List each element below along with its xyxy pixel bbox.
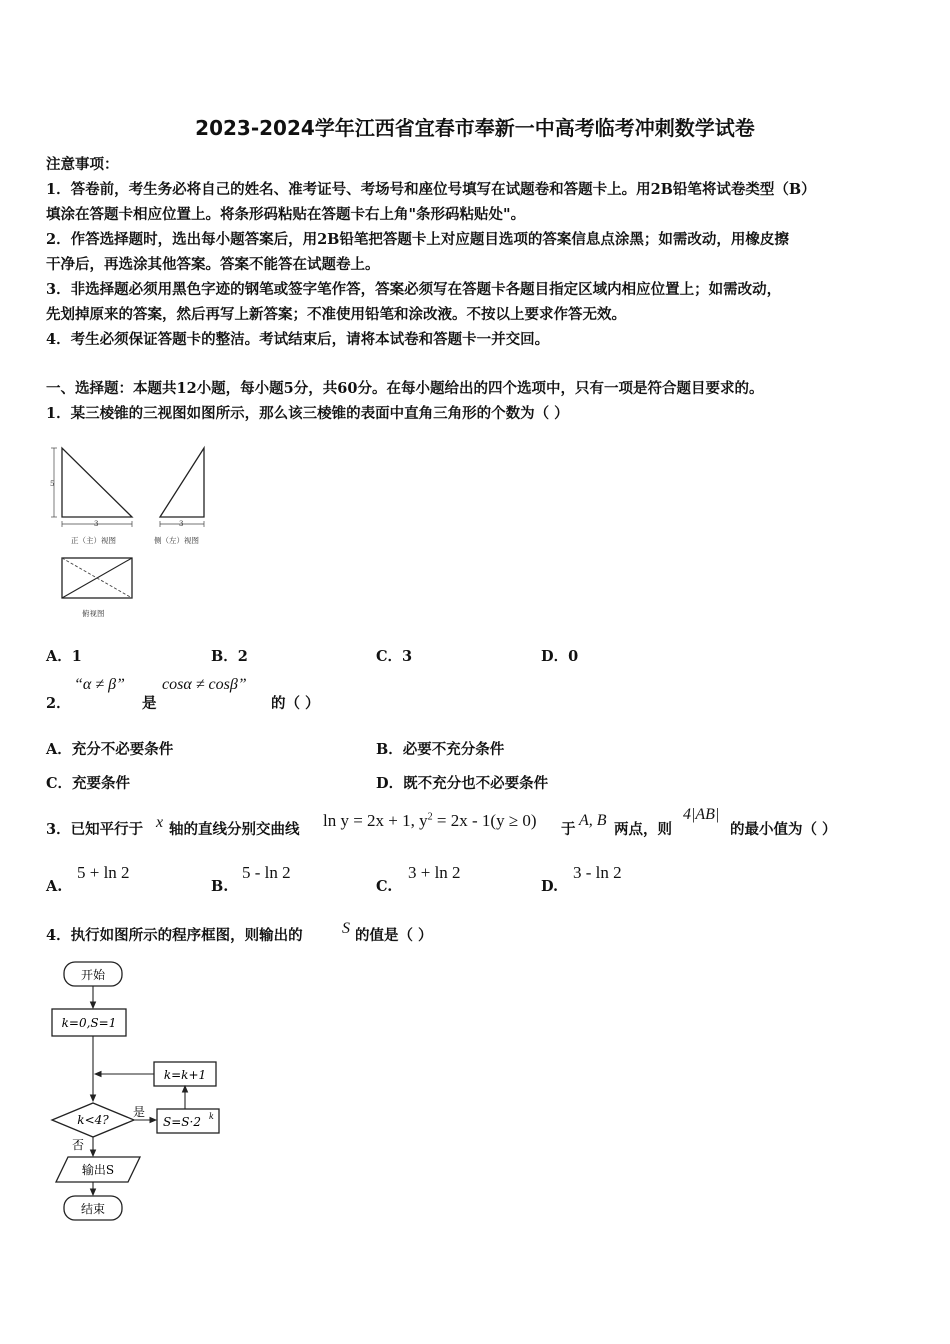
page-title: 2023-2024学年江西省宜春市奉新一中高考临考冲刺数学试卷 [195, 116, 755, 140]
flow-decision-label: k<4? [77, 1113, 109, 1127]
q1-option-d: D．0 [541, 648, 579, 665]
q3-text-3: 于 [561, 821, 576, 838]
flow-yes-label: 是 [133, 1105, 146, 1119]
flow-no-label: 否 [72, 1138, 85, 1152]
q3-option-c-value: 3 + ln 2 [408, 863, 461, 882]
q2-connector: 是 [142, 695, 157, 712]
flow-increment-label: k=k+1 [163, 1068, 207, 1082]
section-heading: 一、选择题：本题共12小题，每小题5分，共60分。在每小题给出的四个选项中，只有一项是符合题目要求的。 [46, 380, 764, 397]
q3-text-1: 3．已知平行于 [46, 821, 144, 838]
dim-front-base-label: 3 [94, 520, 99, 528]
flowchart [44, 955, 234, 1227]
q3-option-b-value: 5 - ln 2 [242, 863, 291, 882]
front-view-caption: 正（主）视图 [71, 536, 116, 545]
q3-option-b-letter: B. [211, 878, 229, 895]
three-view-figure [44, 440, 224, 625]
notes-heading: 注意事项： [46, 156, 119, 173]
q2-condition-1: “α ≠ β” [74, 676, 125, 693]
q4-text-1: 4．执行如图所示的程序框图，则输出的 [46, 927, 303, 944]
q4-var-s: S [342, 920, 350, 937]
q1-stem: 1．某三棱锥的三视图如图所示，那么该三棱锥的表面中直角三角形的个数为（ ） [46, 405, 569, 422]
q3-option-c-letter: C. [376, 878, 393, 895]
q3-var-x: x [156, 814, 164, 831]
notes-line: 3．非选择题必须用黑色字迹的钢笔或签字笔作答，答案必须写在答题卡各题目指定区域内相应位置上；如需改动， [46, 281, 782, 298]
q1-option-c: C．3 [376, 648, 413, 665]
q2-option-b: B．必要不充分条件 [376, 741, 505, 758]
notes-line: 填涂在答题卡相应位置上。将条形码粘贴在答题卡右上角"条形码粘贴处"。 [46, 206, 526, 223]
notes-line: 4．考生必须保证答题卡的整洁。考试结束后，请将本试卷和答题卡一并交回。 [46, 331, 550, 348]
notes-line: 1．答卷前，考生务必将自己的姓名、准考证号、考场号和座位号填写在试题卷和答题卡上。用2B铅笔将试卷类型（B） [46, 181, 816, 198]
q3-option-d-letter: D. [541, 878, 559, 895]
q3-points: A, B [579, 812, 607, 829]
flow-update-exponent: k [209, 1112, 214, 1121]
flow-end-label: 结束 [80, 1202, 106, 1216]
q3-curves: ln y = 2x + 1, $y^2 = 2x - 1(y \ge 0)$ [323, 811, 537, 830]
q1-option-b: B．2 [211, 648, 248, 665]
flow-update-label: S=S·2 [163, 1115, 201, 1129]
notes-line: 干净后，再选涂其他答案。答案不能答在试题卷上。 [46, 256, 380, 273]
q3-option-d-value: 3 - ln 2 [573, 863, 622, 882]
front-view-triangle [62, 448, 132, 517]
q3-expression: 4|AB| [683, 806, 720, 823]
side-view-triangle [160, 448, 204, 517]
q2-option-c: C．充要条件 [46, 775, 131, 792]
q2-tail: 的（ ） [271, 695, 320, 712]
flow-start-label: 开始 [80, 968, 106, 982]
q3-option-a-letter: A. [46, 878, 63, 895]
q2-option-a: A．充分不必要条件 [46, 741, 174, 758]
flow-output-label: 输出S [81, 1163, 115, 1177]
dim-height-label: 5 [50, 480, 55, 488]
q2-number: 2． [46, 695, 71, 712]
side-view-caption: 侧（左）视图 [154, 536, 199, 545]
q3-text-5: 的最小值为（ ） [730, 821, 837, 838]
top-view-caption: 俯视图 [82, 609, 105, 618]
q3-text-2: 轴的直线分别交曲线 [169, 821, 300, 838]
notes-line: 先划掉原来的答案，然后再写上新答案；不准使用铅笔和涂改液。不按以上要求作答无效。 [46, 306, 626, 323]
q2-option-d: D．既不充分也不必要条件 [376, 775, 549, 792]
q2-condition-2: cosα ≠ cosβ” [162, 676, 247, 693]
q4-text-2: 的值是（ ） [355, 927, 433, 944]
dim-side-base-label: 3 [179, 520, 184, 528]
q1-option-a: A．1 [46, 648, 82, 665]
q3-option-a-value: 5 + ln 2 [77, 863, 130, 882]
notes-line: 2．作答选择题时，选出每小题答案后，用2B铅笔把答题卡上对应题目选项的答案信息点涂黑；如需改动，用橡皮擦 [46, 231, 789, 248]
q3-text-4: 两点，则 [614, 821, 672, 838]
flow-init-label: k=0,S=1 [61, 1016, 117, 1030]
